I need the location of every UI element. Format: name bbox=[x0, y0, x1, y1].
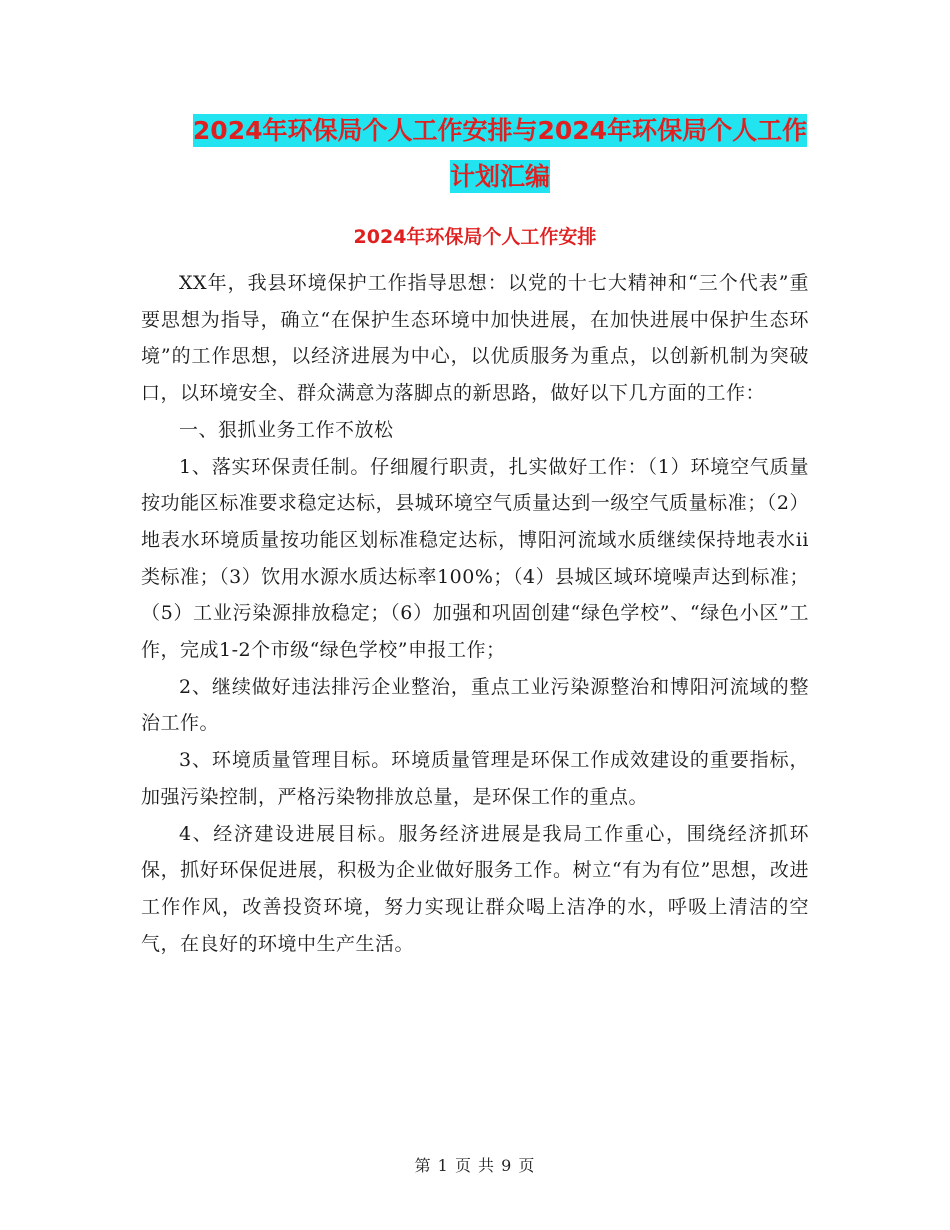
page-footer: 第 1 页 共 9 页 bbox=[414, 1156, 536, 1175]
paragraph-item-2: 2、继续做好违法排污企业整治，重点工业污染源整治和博阳河流域的整治工作。 bbox=[141, 675, 809, 735]
paragraph-heading-1: 一、狠抓业务工作不放松 bbox=[179, 418, 394, 441]
document-body bbox=[141, 265, 809, 962]
paragraph-item-4: 4、经济建设进展目标。服务经济进展是我局工作重心，围绕经济抓环保，抓好环保促进展，积极为企业做好服务工作。树立“有为有位”思想，改进工作作风，改善投资环境，努力实现让群众喝上洁净的水，呼吸上清洁的空气，在良好的环境中生产生活。 bbox=[141, 822, 809, 955]
section-title: 2024年环保局个人工作安排 bbox=[353, 226, 597, 248]
paragraph-intro: XX年，我县环境保护工作指导思想：以党的十七大精神和“三个代表”重要思想为指导，确立“在保护生态环境中加快进展，在加快进展中保护生态环境”的工作思想，以经济进展为中心，以优质服务为重点，以创新机制为突破口，以环境安全、群众满意为落脚点的新思路，做好以下几方面的工作： bbox=[141, 272, 809, 405]
paragraph-item-1: 1、落实环保责任制。仔细履行职责，扎实做好工作：（1）环境空气质量按功能区标准要求稳定达标，县城环境空气质量达到一级空气质量标准；（2）地表水环境质量按功能区划标准稳定达标，博阳河流域水质继续保持地表水ii类标准；（3）饮用水源水质达标率100%；（4）县城区域环境噪声达到标准；（5）工业污染源排放稳定；（6）加强和巩固创建“绿色学校”、“绿色小区”工作，完成1-2个市级“绿色学校”申报工作； bbox=[141, 455, 809, 662]
title-line-1: 2024年环保局个人工作安排与2024年环保局个人工作 bbox=[192, 116, 808, 145]
document-title bbox=[100, 108, 900, 200]
title-line-2: 计划汇编 bbox=[449, 162, 550, 191]
paragraph-item-3: 3、环境质量管理目标。环境质量管理是环保工作成效建设的重要指标，加强污染控制，严格污染物排放总量，是环保工作的重点。 bbox=[141, 749, 809, 808]
